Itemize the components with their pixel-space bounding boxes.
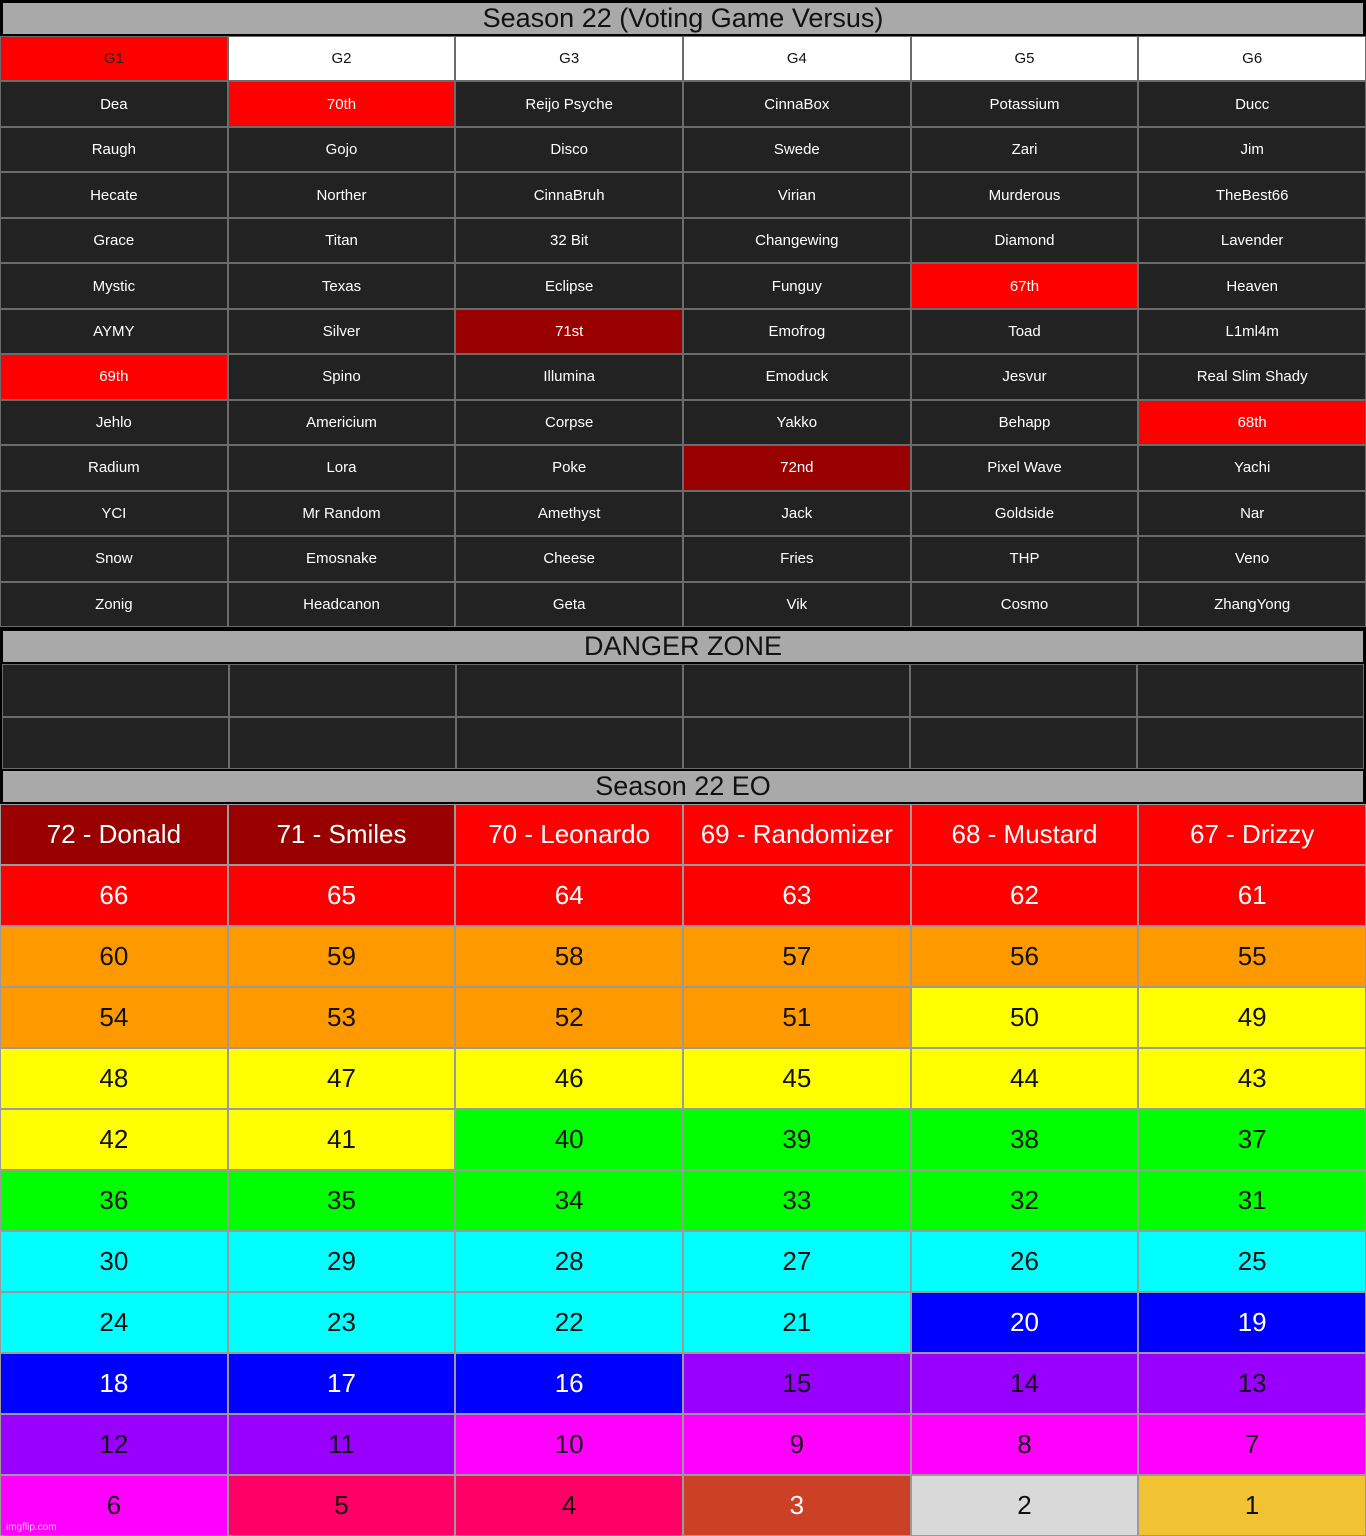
eo-placement-cell: 38 — [911, 1109, 1139, 1170]
contestant-cell: Reijo Psyche — [455, 81, 683, 126]
contestant-cell: Diamond — [911, 218, 1139, 263]
eo-placement-cell: 18 — [0, 1353, 228, 1414]
eliminated-cell: 70th — [228, 81, 456, 126]
eo-placement-cell: 33 — [683, 1170, 911, 1231]
contestant-cell: Eclipse — [455, 263, 683, 308]
contestant-cell: Lora — [228, 445, 456, 490]
eo-placement-cell: 28 — [455, 1231, 683, 1292]
danger-zone-slot — [683, 664, 910, 717]
eo-placement-cell: 55 — [1138, 926, 1366, 987]
eo-placement-cell: 40 — [455, 1109, 683, 1170]
contestant-cell: Ducc — [1138, 81, 1366, 126]
contestant-cell: Changewing — [683, 218, 911, 263]
contestant-cell: Snow — [0, 536, 228, 581]
contestant-cell: Funguy — [683, 263, 911, 308]
contestant-cell: Gojo — [228, 127, 456, 172]
contestant-cell: Fries — [683, 536, 911, 581]
contestant-cell: Lavender — [1138, 218, 1366, 263]
eo-placement-cell: 13 — [1138, 1353, 1366, 1414]
eo-placement-cell: 70 - Leonardo — [455, 804, 683, 865]
eo-placement-cell: 51 — [683, 987, 911, 1048]
eo-placement-cell: 2 — [911, 1475, 1139, 1536]
contestant-cell: Emofrog — [683, 309, 911, 354]
contestant-cell: Nar — [1138, 491, 1366, 536]
contestant-cell: Corpse — [455, 400, 683, 445]
contestant-cell: Cosmo — [911, 582, 1139, 627]
eo-placement-cell: 64 — [455, 865, 683, 926]
eo-placement-cell: 20 — [911, 1292, 1139, 1353]
eo-placement-cell: 19 — [1138, 1292, 1366, 1353]
eo-placement-cell: 62 — [911, 865, 1139, 926]
contestant-cell: L1ml4m — [1138, 309, 1366, 354]
contestant-cell: Jehlo — [0, 400, 228, 445]
contestant-cell: AYMY — [0, 309, 228, 354]
eo-placement-cell: 9 — [683, 1414, 911, 1475]
contestant-cell: Raugh — [0, 127, 228, 172]
group-header: G1 — [0, 36, 228, 81]
contestant-cell: Veno — [1138, 536, 1366, 581]
eliminated-cell: 71st — [455, 309, 683, 354]
contestant-cell: Silver — [228, 309, 456, 354]
eo-placement-cell: 4 — [455, 1475, 683, 1536]
eo-placement-cell: 41 — [228, 1109, 456, 1170]
danger-zone-grid — [2, 664, 1364, 769]
eo-placement-cell: 32 — [911, 1170, 1139, 1231]
eo-placement-cell: 3 — [683, 1475, 911, 1536]
eo-placement-cell: 35 — [228, 1170, 456, 1231]
eo-placement-cell: 37 — [1138, 1109, 1366, 1170]
contestant-cell: Pixel Wave — [911, 445, 1139, 490]
contestant-cell: Poke — [455, 445, 683, 490]
danger-zone-slot — [456, 717, 683, 770]
group-header: G5 — [911, 36, 1139, 81]
eo-placement-cell: 68 - Mustard — [911, 804, 1139, 865]
eo-placement-cell: 67 - Drizzy — [1138, 804, 1366, 865]
group-header: G3 — [455, 36, 683, 81]
eo-placement-cell: 36 — [0, 1170, 228, 1231]
contestant-cell: Hecate — [0, 172, 228, 217]
contestant-cell: Heaven — [1138, 263, 1366, 308]
eo-placement-cell: 23 — [228, 1292, 456, 1353]
contestant-cell: Disco — [455, 127, 683, 172]
contestant-cell: Cheese — [455, 536, 683, 581]
contestant-cell: Vik — [683, 582, 911, 627]
eo-placement-cell: 14 — [911, 1353, 1139, 1414]
eo-placement-cell: 71 - Smiles — [228, 804, 456, 865]
eo-placement-cell: 60 — [0, 926, 228, 987]
eo-placement-cell: 30 — [0, 1231, 228, 1292]
eo-placement-cell: 58 — [455, 926, 683, 987]
contestant-cell: Illumina — [455, 354, 683, 399]
eo-placement-cell: 59 — [228, 926, 456, 987]
group-header: G2 — [228, 36, 456, 81]
contestant-cell: Norther — [228, 172, 456, 217]
eo-placement-cell: 26 — [911, 1231, 1139, 1292]
danger-zone-slot — [910, 717, 1137, 770]
eo-placement-cell: 15 — [683, 1353, 911, 1414]
contestant-cell: Americium — [228, 400, 456, 445]
contestant-cell: ZhangYong — [1138, 582, 1366, 627]
eo-placement-cell: 17 — [228, 1353, 456, 1414]
contestant-cell: Grace — [0, 218, 228, 263]
contestant-cell: Spino — [228, 354, 456, 399]
eo-placement-cell: 6 — [0, 1475, 228, 1536]
danger-zone-banner — [1, 629, 1365, 664]
eo-placement-cell: 29 — [228, 1231, 456, 1292]
contestant-cell: Emoduck — [683, 354, 911, 399]
eo-title: Season 22 EO — [595, 771, 771, 801]
eo-placement-cell: 45 — [683, 1048, 911, 1109]
contestant-cell: Amethyst — [455, 491, 683, 536]
eo-placement-cell: 54 — [0, 987, 228, 1048]
danger-zone-title: DANGER ZONE — [583, 631, 783, 661]
contestant-cell: Goldside — [911, 491, 1139, 536]
danger-zone-slot — [2, 717, 229, 770]
eo-placement-cell: 53 — [228, 987, 456, 1048]
eo-placement-cell: 22 — [455, 1292, 683, 1353]
eo-placement-cell: 27 — [683, 1231, 911, 1292]
eo-placement-cell: 63 — [683, 865, 911, 926]
contestant-cell: YCI — [0, 491, 228, 536]
eo-placement-cell: 7 — [1138, 1414, 1366, 1475]
eo-placement-cell: 66 — [0, 865, 228, 926]
eo-placement-cell: 72 - Donald — [0, 804, 228, 865]
danger-zone-slot — [683, 717, 910, 770]
eo-title-banner — [1, 769, 1365, 804]
eo-placement-cell: 48 — [0, 1048, 228, 1109]
contestant-cell: TheBest66 — [1138, 172, 1366, 217]
eliminated-cell: 69th — [0, 354, 228, 399]
contestant-cell: Swede — [683, 127, 911, 172]
eliminated-cell: 72nd — [683, 445, 911, 490]
eo-placement-cell: 1 — [1138, 1475, 1366, 1536]
eo-placement-cell: 34 — [455, 1170, 683, 1231]
contestant-cell: Radium — [0, 445, 228, 490]
contestant-cell: Yakko — [683, 400, 911, 445]
contestant-cell: Mystic — [0, 263, 228, 308]
danger-zone-slot — [1137, 664, 1364, 717]
eo-placement-cell: 47 — [228, 1048, 456, 1109]
danger-zone-slot — [229, 664, 456, 717]
contestant-cell: Yachi — [1138, 445, 1366, 490]
eo-placement-cell: 21 — [683, 1292, 911, 1353]
eo-placement-cell: 46 — [455, 1048, 683, 1109]
contestant-cell: Potassium — [911, 81, 1139, 126]
eo-placement-cell: 31 — [1138, 1170, 1366, 1231]
season-title-banner — [1, 1, 1365, 36]
eo-placement-cell: 25 — [1138, 1231, 1366, 1292]
danger-zone-slot — [1137, 717, 1364, 770]
contestant-cell: Emosnake — [228, 536, 456, 581]
eo-placement-cell: 12 — [0, 1414, 228, 1475]
danger-zone-slot — [456, 664, 683, 717]
danger-zone-slot — [910, 664, 1137, 717]
voting-grid — [0, 36, 1366, 627]
contestant-cell: Mr Random — [228, 491, 456, 536]
contestant-cell: CinnaBruh — [455, 172, 683, 217]
contestant-cell: Geta — [455, 582, 683, 627]
eo-placement-cell: 52 — [455, 987, 683, 1048]
season-title: Season 22 (Voting Game Versus) — [482, 3, 884, 33]
contestant-cell: THP — [911, 536, 1139, 581]
contestant-cell: Real Slim Shady — [1138, 354, 1366, 399]
contestant-cell: Zari — [911, 127, 1139, 172]
contestant-cell: Jesvur — [911, 354, 1139, 399]
danger-zone-slot — [229, 717, 456, 770]
eliminated-cell: 67th — [911, 263, 1139, 308]
contestant-cell: Behapp — [911, 400, 1139, 445]
eo-placement-cell: 24 — [0, 1292, 228, 1353]
eo-placement-cell: 50 — [911, 987, 1139, 1048]
eo-placement-cell: 44 — [911, 1048, 1139, 1109]
contestant-cell: Dea — [0, 81, 228, 126]
contestant-cell: Texas — [228, 263, 456, 308]
group-header: G4 — [683, 36, 911, 81]
eo-placement-cell: 61 — [1138, 865, 1366, 926]
watermark: imgflip.com — [6, 1522, 57, 1533]
eo-placement-cell: 49 — [1138, 987, 1366, 1048]
eo-placement-cell: 57 — [683, 926, 911, 987]
danger-zone-slot — [2, 664, 229, 717]
contestant-cell: Murderous — [911, 172, 1139, 217]
eo-grid — [0, 804, 1366, 1536]
group-header: G6 — [1138, 36, 1366, 81]
eo-placement-cell: 16 — [455, 1353, 683, 1414]
contestant-cell: Jack — [683, 491, 911, 536]
eo-placement-cell: 8 — [911, 1414, 1139, 1475]
eo-placement-cell: 10 — [455, 1414, 683, 1475]
eo-placement-cell: 42 — [0, 1109, 228, 1170]
eo-placement-cell: 11 — [228, 1414, 456, 1475]
eo-placement-cell: 39 — [683, 1109, 911, 1170]
eo-placement-cell: 56 — [911, 926, 1139, 987]
contestant-cell: Virian — [683, 172, 911, 217]
contestant-cell: Headcanon — [228, 582, 456, 627]
eliminated-cell: 68th — [1138, 400, 1366, 445]
contestant-cell: Zonig — [0, 582, 228, 627]
eo-placement-cell: 43 — [1138, 1048, 1366, 1109]
contestant-cell: Toad — [911, 309, 1139, 354]
contestant-cell: 32 Bit — [455, 218, 683, 263]
contestant-cell: CinnaBox — [683, 81, 911, 126]
eo-placement-cell: 65 — [228, 865, 456, 926]
eo-placement-cell: 69 - Randomizer — [683, 804, 911, 865]
contestant-cell: Jim — [1138, 127, 1366, 172]
contestant-cell: Titan — [228, 218, 456, 263]
eo-placement-cell: 5 — [228, 1475, 456, 1536]
